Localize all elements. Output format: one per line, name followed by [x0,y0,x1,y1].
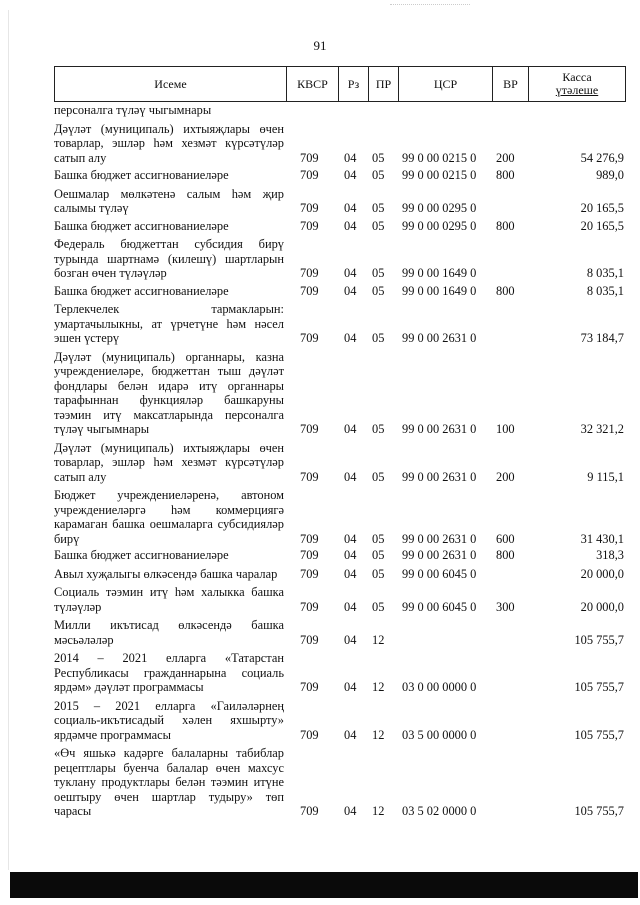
row-csr: 03 5 00 0000 0 [402,727,477,742]
row-pr: 05 [372,548,385,562]
table-row [54,168,626,183]
row-pr: 05 [372,283,385,298]
row-name: Башка бюджет ассигнованиеләре [54,218,229,233]
row-sum: 105 755,7 [574,727,624,742]
header-sum-line1: Касса [562,70,592,84]
row-kvsr: 709 [300,266,319,280]
row-kvsr: 709 [300,632,319,647]
row-vr: 800 [496,548,515,562]
row-pr: 05 [372,566,385,581]
header-csr: ЦСР [399,67,493,101]
row-rz: 04 [344,727,357,742]
table-row [54,350,626,437]
row-sum: 989,0 [596,168,624,182]
row-rz: 04 [344,331,357,345]
row-vr: 800 [496,218,515,233]
row-rz: 04 [344,680,357,694]
row-vr: 200 [496,469,515,484]
table-row [54,187,626,216]
row-csr: 99 0 00 2631 0 [402,469,477,484]
header-pr: ПР [369,67,399,101]
row-pr: 05 [372,201,385,215]
row-csr: 03 0 00 0000 0 [402,680,477,694]
row-csr: 99 0 00 1649 0 [402,266,477,280]
row-name: Дәүләт (муниципаль) ихтыяҗлары өчен товарлар, эшләр һәм хезмәт күрсәтүләр сатып алу [54,440,284,484]
row-sum: 105 755,7 [574,632,624,647]
row-rz: 04 [344,266,357,280]
row-csr: 99 0 00 2631 0 [402,548,477,562]
row-rz: 04 [344,283,357,298]
row-sum: 20 165,5 [580,218,624,233]
row-vr: 200 [496,150,515,165]
row-vr: 800 [496,168,515,182]
row-kvsr: 709 [300,218,319,233]
row-kvsr: 709 [300,804,319,818]
row-csr: 03 5 02 0000 0 [402,804,477,818]
row-csr: 99 0 00 6045 0 [402,599,477,614]
row-pr: 05 [372,599,385,614]
row-vr: 600 [496,531,515,546]
row-rz: 04 [344,548,357,562]
row-csr: 99 0 00 1649 0 [402,283,477,298]
table-row [54,585,626,614]
row-name: 2015 – 2021 елларга «Гаиләләрнең социаль-икътисадый хәлен яхшырту» ярдәмче программасы [54,698,284,742]
row-csr: 99 0 00 0215 0 [402,168,477,182]
row-sum: 20 000,0 [580,566,624,581]
table-row [54,548,626,563]
row-rz: 04 [344,218,357,233]
row-name: персоналга түләү чыгымнары [54,103,212,117]
row-vr: 800 [496,283,515,298]
row-pr: 05 [372,266,385,280]
row-kvsr: 709 [300,150,319,165]
row-pr: 05 [372,531,385,546]
row-pr: 12 [372,632,385,647]
page-number: 91 [313,38,327,53]
row-sum: 20 165,5 [580,201,624,215]
row-pr: 05 [372,469,385,484]
row-name: Авыл хуҗалыгы өлкәсендә башка чаралар [54,566,278,581]
header-sum-line2: үтәлеше [555,83,599,97]
row-rz: 04 [344,804,357,818]
table-row [54,651,626,695]
table-row [54,746,626,819]
row-name: 2014 – 2021 елларга «Татарстан Республикасы гражданнарына социаль ярдәм» дәүләт программасы [54,651,284,694]
table-row [54,103,626,118]
row-sum: 20 000,0 [580,599,624,614]
row-sum: 105 755,7 [574,680,624,694]
row-name: Терлекчелек тармакларын: умартачылыкны, ат үрчетүне һәм нәсел эшен үстерү [54,302,284,345]
row-sum: 105 755,7 [574,804,624,818]
row-kvsr: 709 [300,727,319,742]
row-name: Башка бюджет ассигнованиеләре [54,283,229,298]
table-row [54,237,626,281]
header-name: Исеме [55,67,287,101]
row-rz: 04 [344,201,357,215]
table-row [54,219,626,234]
row-name: Социаль тәэмин итү һәм халыкка башка түләүләр [54,585,284,614]
row-name: Милли икътисад өлкәсендә башка мәсьәләләр [54,618,284,647]
row-kvsr: 709 [300,283,319,298]
row-sum: 8 035,1 [586,266,624,280]
table-row [54,567,626,582]
row-name: Дәүләт (муниципаль) ихтыяҗлары өчен товарлар, эшләр һәм хезмәт күрсәтүләр сатып алу [54,121,284,165]
row-pr: 05 [372,218,385,233]
row-name: Бюджет учреждениеләренә, автоном учреждениеләргә һәм коммерциягә карамаган башка оешмаларга субсидияләр бирү [54,488,284,546]
row-sum: 31 430,1 [580,531,624,546]
row-name: Башка бюджет ассигнованиеләре [54,168,229,182]
row-rz: 04 [344,168,357,182]
row-rz: 04 [344,150,357,165]
row-kvsr: 709 [300,469,319,484]
row-pr: 12 [372,804,385,818]
row-sum: 9 115,1 [587,469,624,484]
row-kvsr: 709 [300,331,319,345]
row-csr: 99 0 00 2631 0 [402,331,477,345]
table-row [54,699,626,743]
row-rz: 04 [344,632,357,647]
table-row [54,618,626,647]
row-pr: 05 [372,150,385,165]
scan-margin-line [8,10,9,870]
table-row [54,302,626,346]
row-kvsr: 709 [300,680,319,694]
row-sum: 318,3 [596,548,624,562]
row-pr: 05 [372,168,385,182]
header-rz: Рз [339,67,369,101]
row-pr: 05 [372,331,385,345]
scan-top-dots [390,4,470,7]
row-name: Оешмалар мөлкәтенә салым һәм җир салымы түләү [54,186,284,215]
row-vr: 100 [496,422,515,436]
row-kvsr: 709 [300,422,319,436]
row-kvsr: 709 [300,599,319,614]
row-sum: 54 276,9 [580,150,624,165]
row-pr: 12 [372,680,385,694]
row-rz: 04 [344,566,357,581]
header-kvsr: КВСР [287,67,339,101]
row-rz: 04 [344,422,357,436]
row-csr: 99 0 00 0215 0 [402,150,477,165]
table-row [54,488,626,546]
row-vr: 300 [496,599,515,614]
row-name: «Өч яшькә кадәрге балаларны табиблар рецептлары буенча балалар өчен махсус туклану продуктлары белән тәэмин итүне оештыру өчен шартлар тудыру» төп чарасы [54,746,284,818]
row-kvsr: 709 [300,531,319,546]
row-name: Федераль бюджеттан субсидия бирү турында шартнамә (килешү) шартларын бозган өчен түләүләр [54,237,284,280]
row-csr: 99 0 00 2631 0 [402,422,477,436]
row-rz: 04 [344,469,357,484]
row-csr: 99 0 00 6045 0 [402,566,477,581]
row-kvsr: 709 [300,548,319,562]
scan-bottom-bar [10,872,638,898]
row-kvsr: 709 [300,201,319,215]
budget-table [54,66,626,819]
header-sum [529,67,625,101]
table-header [54,66,626,102]
row-csr: 99 0 00 2631 0 [402,531,477,546]
table-row [54,122,626,166]
header-vr: ВР [493,67,529,101]
row-csr: 99 0 00 0295 0 [402,201,477,215]
row-sum: 8 035,1 [586,283,624,298]
row-name: Дәүләт (муниципаль) органнары, казна учреждениеләре, бюджеттан тыш дәүләт фондлары белән идарә итү органнары тарафыннан функцияләр башкаруны тәэмин итү максатларында персоналга түләү чыгымнары [54,349,284,436]
row-rz: 04 [344,531,357,546]
table-row [54,284,626,299]
row-sum: 32 321,2 [580,422,624,436]
row-rz: 04 [344,599,357,614]
row-kvsr: 709 [300,566,319,581]
row-sum: 73 184,7 [580,331,624,345]
table-body [54,103,626,819]
row-name: Башка бюджет ассигнованиеләре [54,548,229,562]
row-kvsr: 709 [300,168,319,182]
row-pr: 12 [372,727,385,742]
row-pr: 05 [372,422,385,436]
table-row [54,441,626,485]
row-csr: 99 0 00 0295 0 [402,218,477,233]
